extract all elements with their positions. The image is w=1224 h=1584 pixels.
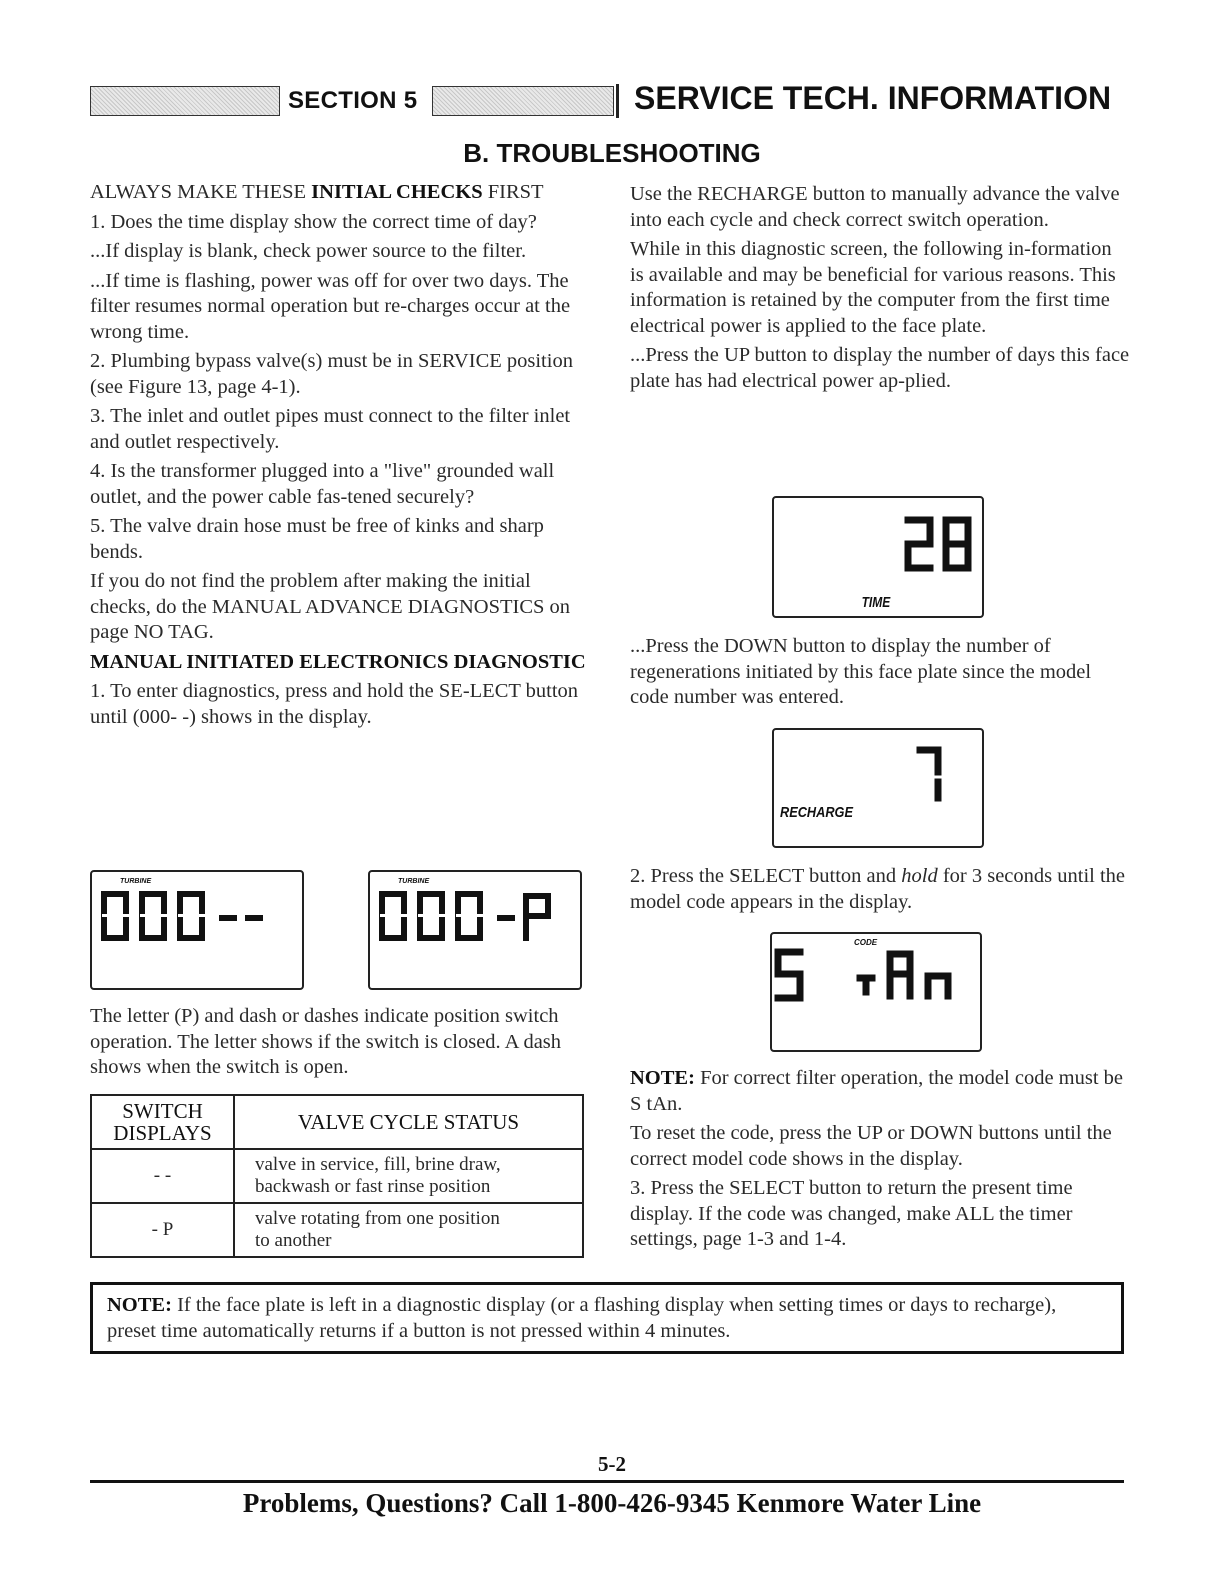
table-row (91, 1149, 583, 1203)
header-hatch-left (90, 86, 280, 116)
model-code-note-text: For correct filter operation, the model code must be S tAn. (630, 1067, 1124, 1115)
table-header-row (91, 1095, 583, 1149)
page-subtitle: B. TROUBLESHOOTING (463, 138, 761, 168)
check-4: 4. Is the transformer plugged into a "live" grounded wall outlet, and the power cable fas-tened securely? (90, 460, 555, 508)
diagnostic-heading: MANUAL INITIATED ELECTRONICS DIAGNOSTIC (90, 650, 586, 673)
lcd-digits-stan (772, 934, 980, 1050)
right-column-top (630, 182, 1130, 398)
lcd-display-recharge (772, 728, 984, 848)
table-header-status: VALVE CYCLE STATUS (234, 1095, 583, 1149)
check-2: 2. Plumbing bypass valve(s) must be in SERVICE position (see Figure 13, page 4-1). (90, 350, 573, 398)
recharge-instructions: Use the RECHARGE button to manually advance the valve into each cycle and check correct switch operation. (630, 183, 1120, 231)
down-button-instructions: ...Press the DOWN button to display the number of regenerations initiated by this face plate since the model code number was entered. (630, 635, 1092, 708)
diagnostic-info: While in this diagnostic screen, the following in-formation is available and may be beneficial for various reasons. This information is retained by the computer from the first time electrical power is applied to the face plate. (630, 238, 1116, 337)
check-1-blank: ...If display is blank, check power source to the filter. (90, 240, 527, 262)
up-button-instructions: ...Press the UP button to display the number of days this face plate has had electrical power ap-plied. (630, 344, 1130, 392)
table-cell-status (234, 1203, 583, 1257)
table-cell-status-l2: to another (255, 1230, 332, 1251)
lcd-digits-2 (370, 872, 580, 988)
lcd-digits-7 (774, 730, 982, 846)
bottom-note-text: If the face plate is left in a diagnostic display (or a flashing display when setting times or days to recharge), preset time automatically returns if a button is not pressed within 4 minutes. (107, 1294, 1057, 1342)
code-label: CODE (854, 938, 878, 947)
check-1-flashing: ...If time is flashing, power was off for over two days. The filter resumes normal operation but re-charges occur at the wrong time. (90, 269, 571, 343)
bottom-note-box (90, 1282, 1124, 1354)
bottom-note-label: NOTE: (107, 1294, 172, 1316)
return-instructions: 3. Press the SELECT button to return the present time display. If the code was changed, make ALL the timer settings, page 1-3 and 1-4. (630, 1177, 1073, 1250)
intro-post: FIRST (482, 181, 544, 203)
table-cell-status-l1: valve in service, fill, brine draw, (255, 1154, 501, 1175)
lcd-display-000-dash-p (368, 870, 582, 990)
header-divider (616, 84, 619, 118)
manual-advance-note: If you do not find the problem after making the initial checks, do the MANUAL ADVANCE DIAGNOSTICS on page NO TAG. (90, 570, 571, 643)
table-header-switch-l2: DISPLAYS (113, 1121, 212, 1145)
select-hold-instructions (630, 864, 1130, 915)
turbine-label-2: TURBINE (398, 878, 430, 885)
reset-code-instructions: To reset the code, press the UP or DOWN buttons until the correct model code shows in the display. (630, 1122, 1112, 1170)
lcd-digits (92, 872, 302, 988)
lcd-display-time (772, 496, 984, 618)
header-title: SERVICE TECH. INFORMATION (634, 80, 1112, 116)
table-cell-code: - - (91, 1149, 234, 1203)
check-5: 5. The valve drain hose must be free of kinks and sharp bends. (90, 515, 544, 563)
footer-rule (90, 1480, 1124, 1483)
turbine-label: TURBINE (120, 878, 152, 885)
left-column (90, 180, 590, 734)
table-cell-status (234, 1149, 583, 1203)
select-hold-pre: 2. Press the SELECT button and (630, 865, 902, 887)
intro-pre: ALWAYS MAKE THESE (90, 181, 312, 203)
right-column-down (630, 634, 1130, 715)
recharge-label: RECHARGE (780, 804, 853, 821)
section-label: SECTION 5 (288, 87, 418, 114)
footer-text: Problems, Questions? Call 1-800-426-9345 Kenmore Water Line (242, 1488, 982, 1518)
table-row (91, 1203, 583, 1257)
table-header-switch (91, 1095, 234, 1149)
right-column-select (630, 864, 1130, 919)
intro-line (90, 180, 590, 206)
time-label: TIME (861, 594, 891, 611)
select-hold-post: for 3 seconds until the model code appears in the display. (630, 865, 1126, 913)
intro-bold: INITIAL CHECKS (311, 181, 483, 203)
right-column-bottom (630, 1066, 1130, 1257)
model-code-note-label: NOTE: (630, 1067, 695, 1089)
table-header-switch-l1: SWITCH (122, 1099, 203, 1123)
lcd-display-code (770, 932, 982, 1052)
select-hold-em: hold (901, 865, 938, 887)
table-cell-code: - P (91, 1203, 234, 1257)
model-code-note (630, 1066, 1130, 1117)
switch-status-table (90, 1094, 584, 1258)
page-number: 5-2 (598, 1452, 626, 1476)
lcd-display-000-dash-dash (90, 870, 304, 990)
check-1: 1. Does the time display show the correct time of day? (90, 210, 537, 233)
table-cell-status-l2: backwash or fast rinse position (255, 1176, 491, 1197)
check-3: 3. The inlet and outlet pipes must connect to the filter inlet and outlet respectively. (90, 405, 571, 453)
header-hatch-right (432, 86, 614, 116)
table-cell-status-l1: valve rotating from one position (255, 1208, 500, 1229)
diagnostic-step-1: 1. To enter diagnostics, press and hold the SE-LECT button until (000- -) shows in the display. (90, 680, 579, 728)
switch-explanation-text: The letter (P) and dash or dashes indicate position switch operation. The letter shows if the switch is closed. A dash shows when the switch is open. (90, 1005, 562, 1078)
section-header (90, 80, 1124, 120)
switch-explanation (90, 1004, 590, 1085)
